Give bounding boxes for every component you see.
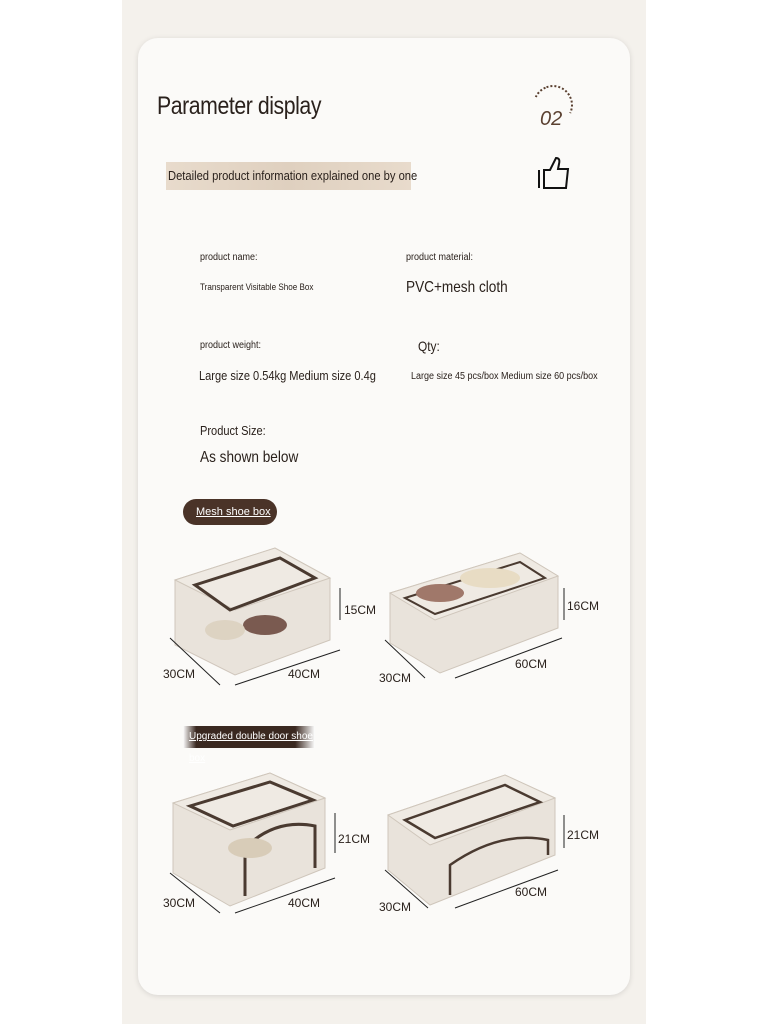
product-name-value: Transparent Visitable Shoe Box — [200, 282, 314, 292]
dim-width: 60CM — [515, 885, 548, 899]
dim-width: 40CM — [288, 896, 321, 910]
section-label-mesh: Mesh shoe box — [183, 499, 277, 525]
product-size-value: As shown below — [200, 449, 299, 466]
page-number: 02 — [540, 108, 563, 130]
subtitle: Detailed product information explained one by one — [168, 168, 418, 183]
product-weight-label: product weight: — [200, 340, 262, 351]
dim-width: 60CM — [515, 657, 548, 671]
dim-width: 40CM — [288, 667, 321, 681]
product-size-label: Product Size: — [200, 423, 266, 438]
product-name-label: product name: — [200, 252, 258, 263]
dim-depth: 30CM — [379, 671, 412, 685]
page-title: Parameter display — [157, 92, 322, 120]
subtitle-banner — [166, 162, 418, 190]
dim-height: 21CM — [567, 828, 600, 842]
thumbs-up-icon — [537, 154, 571, 195]
qty-label: Qty: — [418, 338, 440, 354]
product-weight-value: Large size 0.54kg Medium size 0.4g — [199, 368, 376, 383]
dim-depth: 30CM — [163, 667, 196, 681]
product-material-value: PVC+mesh cloth — [406, 279, 508, 296]
dim-height: 16CM — [567, 599, 600, 613]
dim-depth: 30CM — [379, 900, 412, 914]
dim-depth: 30CM — [163, 896, 196, 910]
qty-value: Large size 45 pcs/box Medium size 60 pcs/box — [411, 371, 598, 382]
product-material-label: product material: — [406, 252, 474, 263]
dim-height: 21CM — [338, 832, 371, 846]
section-label-double-door: Upgraded double door shoe box — [183, 726, 315, 748]
dim-height: 15CM — [344, 603, 377, 617]
